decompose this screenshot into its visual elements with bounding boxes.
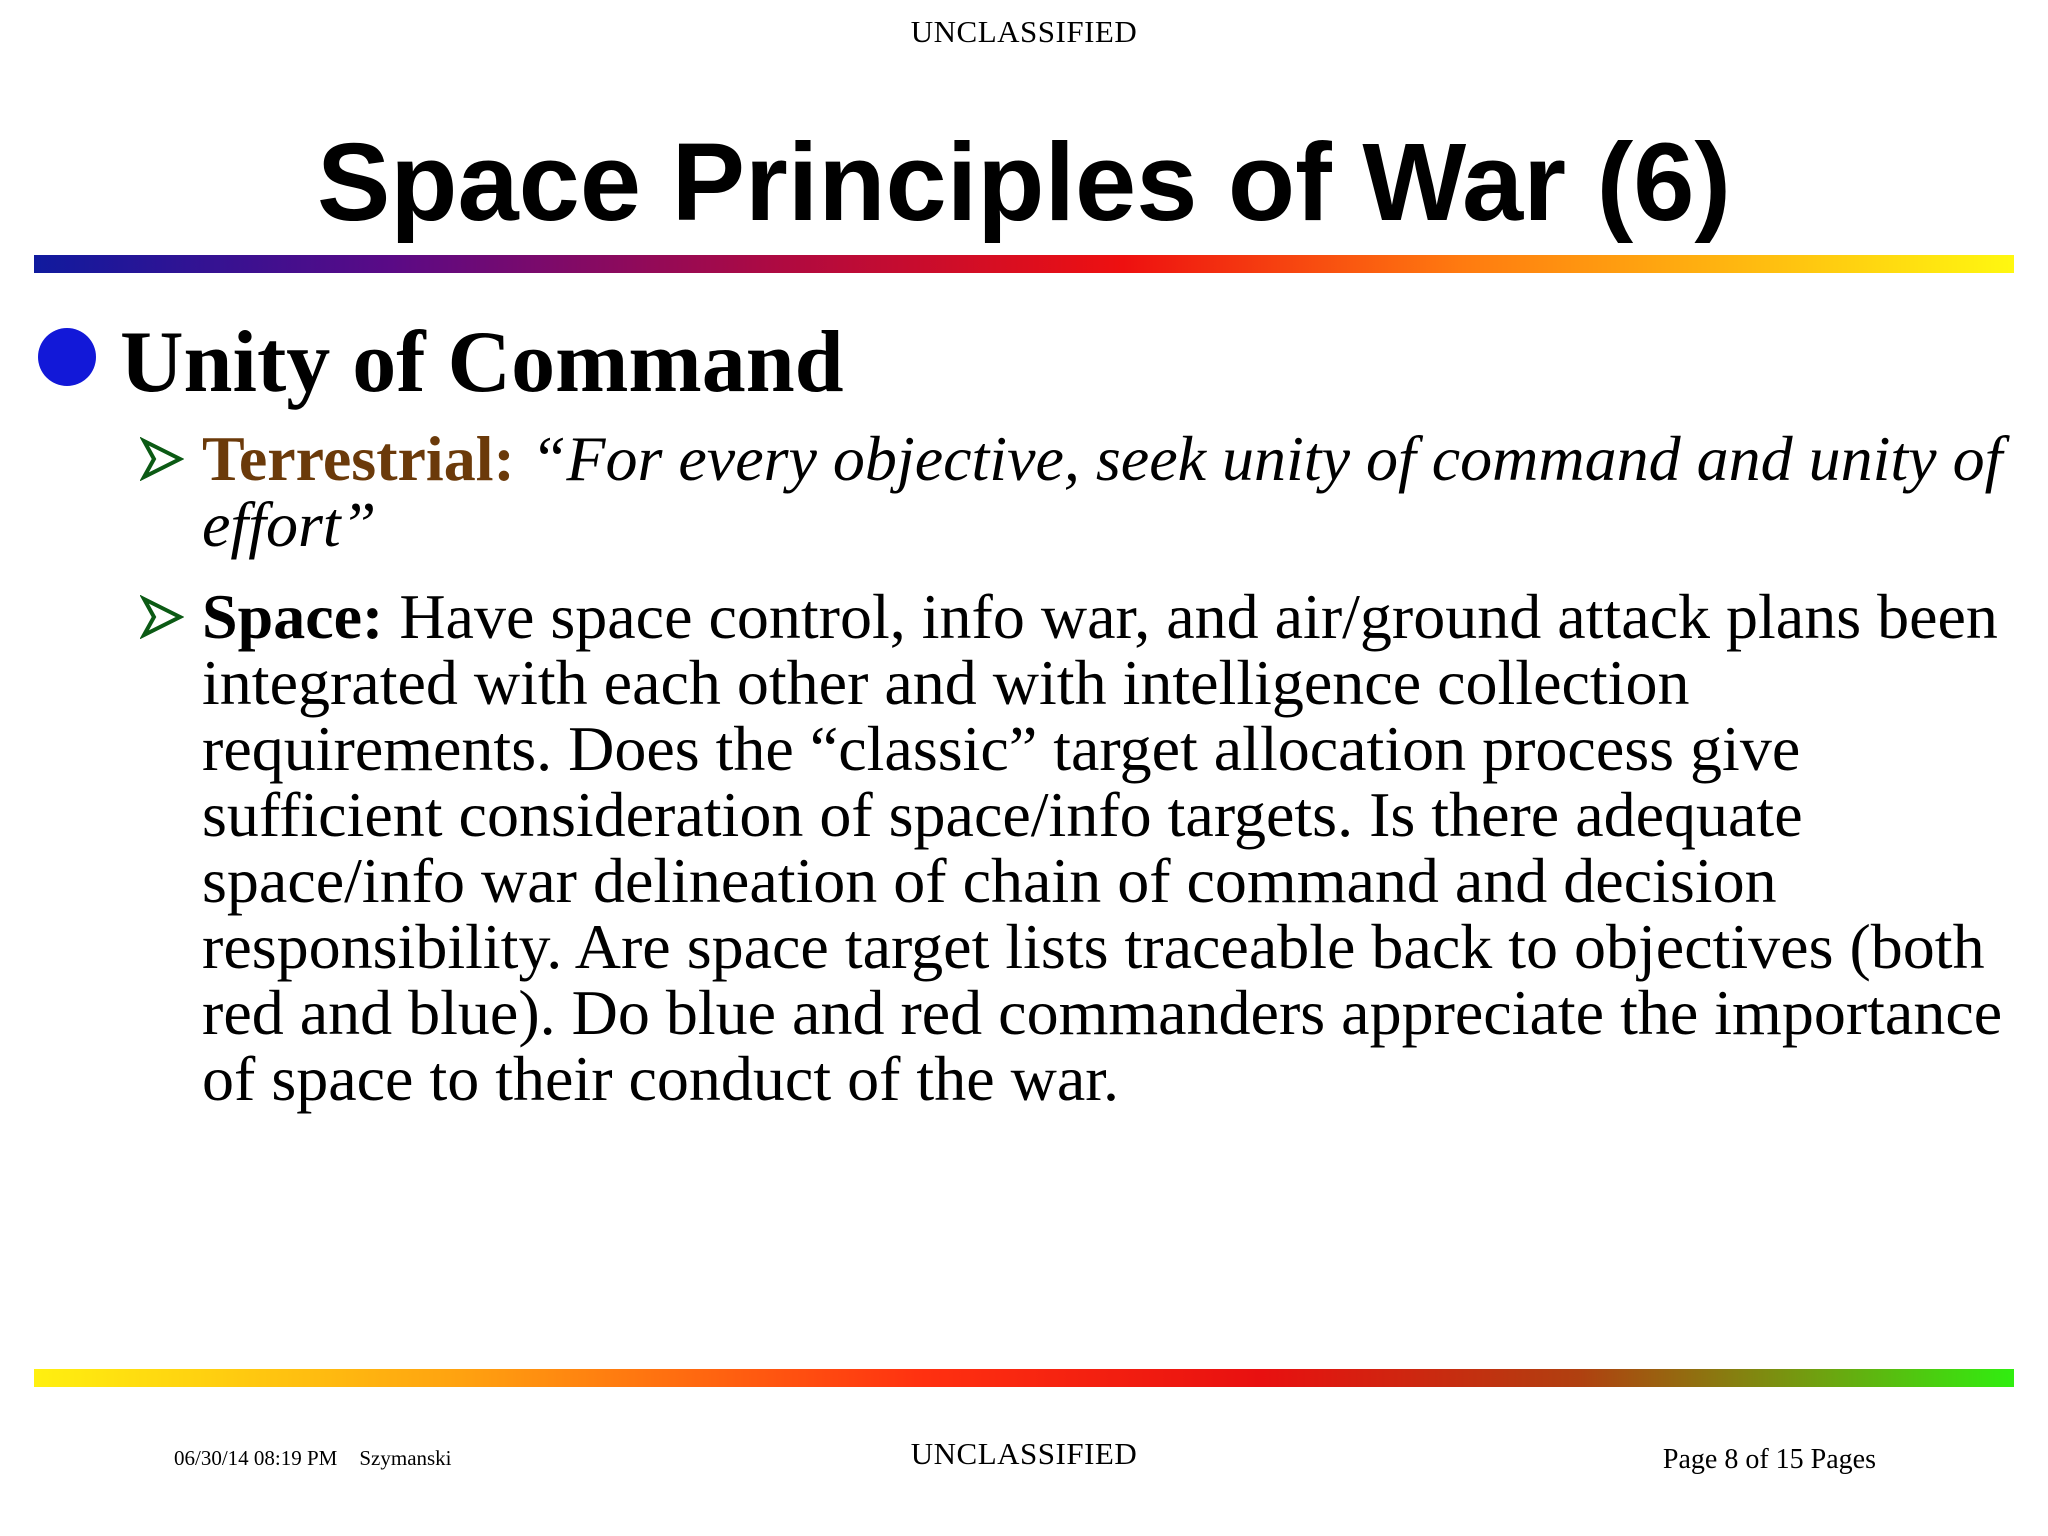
terrestrial-quote: “For every objective, seek unity of command and unity of effort” [202,423,2003,560]
bullet-dot-icon [38,328,96,386]
terrestrial-label: Terrestrial: [202,423,515,494]
arrow-bullet-icon [140,426,200,492]
top-gradient-divider [34,255,2014,273]
classification-header: UNCLASSIFIED [910,14,1138,49]
page-number: Page 8 of 15 Pages [1662,1444,1876,1475]
sub-bullet-terrestrial [140,423,2020,560]
terrestrial-text [202,423,2020,560]
space-text [202,581,2020,1114]
main-bullet-text: Unity of Command [120,314,844,411]
classification-footer: UNCLASSIFIED [910,1436,1138,1471]
sub-bullet-space [140,581,2020,1114]
footer-author: Szymanski [359,1446,452,1470]
bottom-gradient-divider [34,1369,2014,1387]
main-bullet [38,314,844,411]
footer-datetime: 06/30/14 08:19 PM [174,1446,338,1470]
space-body: Have space control, info war, and air/ground attack plans been integrated with each other and with intelligence collection requirements. Does the “classic” target allocation process give sufficient consideration of space/info targets. Is there adequate space/info war delineation of chain of command and decision responsibility. Are space target lists traceable back to objectives (both red and blue). Do blue and red commanders appreciate the importance of space to their conduct of the war. [202,581,2003,1114]
arrow-bullet-icon [140,584,200,650]
slide-title: Space Principles of War (6) [316,121,1732,244]
space-label: Space: [202,581,384,652]
